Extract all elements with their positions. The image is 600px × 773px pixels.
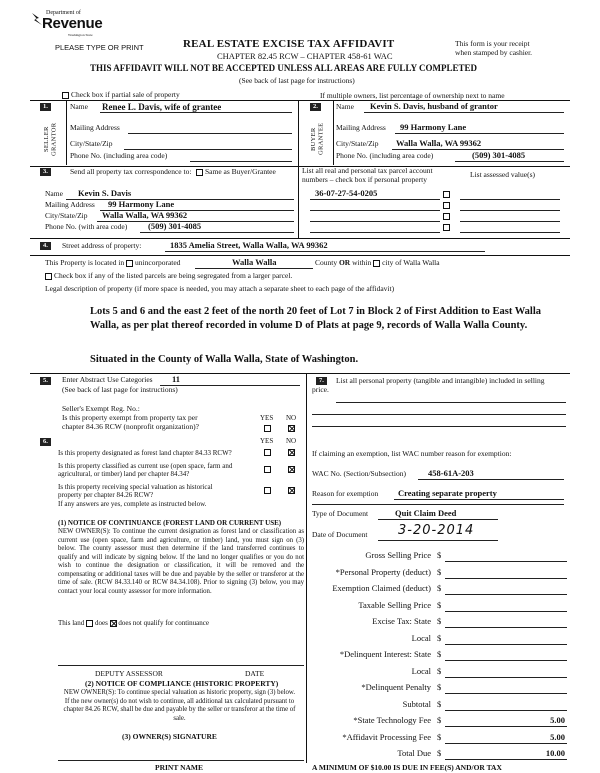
fee-dollar-sign: $ [437,731,442,742]
receipt-note-2: when stamped by cashier. [455,48,533,57]
fee-label: Total Due [397,748,431,758]
this-land-row: This land does does not qualify for continuance [58,619,209,627]
abstract-use-label: Enter Abstract Use Categories [62,375,153,384]
historic-question-a: Is this property receiving special valuation as historical [58,483,213,491]
fee-dollar-sign: $ [437,665,442,676]
historic-no-checkbox[interactable] [288,487,295,494]
buyer-section [300,101,570,165]
doc-type-value[interactable]: Quit Claim Deed [395,508,457,518]
section-5-tag: 5. [40,377,51,385]
section-1-tag: 1. [40,103,51,111]
fee-label: Local [411,665,431,676]
print-name-label: PRINT NAME [155,763,203,772]
segregated-check[interactable]: Check box if any of the listed parcels are being segregated from a larger parcel. [45,272,292,281]
fee-value[interactable]: 5.00 [550,731,565,742]
fee-dollar-sign: $ [437,715,442,725]
exempt-reg-label: Seller's Exempt Reg. No.: [62,404,140,413]
tax-mailing-label: Mailing Address [45,200,95,209]
fee-input-line[interactable] [445,611,567,612]
fee-row [305,680,567,696]
parcel-line-2 [310,210,440,211]
form-title: REAL ESTATE EXCISE TAX AFFIDAVIT [183,38,395,50]
partial-sale-checkbox[interactable] [62,92,69,99]
tax-name[interactable]: Kevin S. Davis [78,188,132,198]
fee-row [305,565,567,581]
abstract-use-line [160,385,300,386]
fee-value[interactable]: 10.00 [545,748,565,758]
unincorporated-checkbox[interactable] [126,260,133,267]
personal-property-line-1[interactable] [336,402,566,403]
fee-dollar-sign: $ [437,566,442,577]
dept-logo-text: Revenue [42,15,103,32]
forest-land-question: Is this property designated as forest land chapter 84.33 RCW? [58,449,232,457]
fee-row [305,730,567,746]
yes-header-5: YES [260,414,274,422]
buyer-phone-label: Phone No. (including area code) [336,151,434,160]
assessed-line-3[interactable] [460,221,560,222]
fee-label: Subtotal [402,698,431,709]
fee-input-line[interactable] [445,710,567,711]
send-correspondence-label: Send all property tax correspondence to: [70,167,192,176]
deputy-signature-line[interactable] [58,665,304,666]
seller-section [30,101,298,165]
parcel-line-3 [310,221,440,222]
buyer-city[interactable]: Walla Walla, WA 99362 [396,138,482,148]
current-use-question-a: Is this property classified as current use (open space, farm and [58,462,233,470]
historic-question-b: property per chapter 84.26 RCW? [58,491,154,499]
fee-label: Exemption Claimed (deduct) [332,583,431,593]
personal-property-checkbox-3[interactable] [443,213,450,220]
personal-property-checkbox-2[interactable] [443,202,450,209]
assessed-line-1[interactable] [460,199,560,200]
buyer-name[interactable]: Kevin S. Davis, husband of grantor [370,101,498,111]
fee-label: *State Technology Fee [353,715,431,725]
seller-mailing-line[interactable] [128,133,292,134]
located-row: This Property is located in unincorporated [45,258,181,267]
parcel-line-1 [310,199,440,200]
fee-label: *Affidavit Processing Fee [342,731,431,742]
county-name[interactable]: Walla Walla [232,257,277,267]
section-7-tag: 7. [316,377,327,385]
seller-mailing-label: Mailing Address [70,123,120,132]
reason-line-2[interactable] [312,504,564,505]
form-chapter: CHAPTER 82.45 RCW – CHAPTER 458-61 WAC [217,51,393,61]
current-use-question-b: agricultural, or timber) land per chapter 84.34? [58,470,190,478]
please-type: PLEASE TYPE OR PRINT [55,43,144,52]
fee-row [305,697,567,713]
fee-input-line[interactable] [445,578,567,579]
fee-value[interactable]: 5.00 [550,715,565,725]
divider-4 [30,238,570,239]
doc-date-value[interactable]: 3-20-2014 [398,523,475,538]
exempt-no-checkbox[interactable] [288,425,295,432]
county-line [195,268,313,269]
doc-type-label: Type of Document [312,509,369,518]
street-label: Street address of property: [62,241,142,250]
parcel-list-label-2: numbers – check box if personal property [302,175,427,184]
fee-row [305,598,567,614]
exempt-q2: chapter 84.36 RCW (nonprofit organization)? [62,422,199,431]
fee-dollar-sign: $ [437,748,442,758]
assessed-line-2[interactable] [460,210,560,211]
seller-city-label: City/State/Zip [70,139,113,148]
wac-label: WAC No. (Section/Subsection) [312,469,406,478]
fee-label: *Personal Property (deduct) [335,566,431,577]
fee-dollar-sign: $ [437,583,442,593]
seller-name[interactable]: Renee L. Davis, wife of grantee [102,102,222,112]
wac-intro: If claiming an exemption, list WAC number reason for exemption: [312,449,512,458]
same-as-buyer-check[interactable]: Same as Buyer/Grantee [196,168,276,177]
dept-line1: Department of [46,10,81,16]
fee-label: *Delinquent Penalty [361,682,431,692]
owner-signature-line[interactable] [58,760,304,761]
fee-label: Local [411,632,431,643]
buyer-name-line [364,112,564,113]
fee-dollar-sign: $ [437,599,442,610]
fee-dollar-sign: $ [437,550,442,560]
fee-input-line[interactable] [445,644,567,645]
fee-dollar-sign: $ [437,616,442,626]
no-header-5: NO [286,414,297,422]
seller-phone-line[interactable] [190,161,292,162]
does-qualify-checkbox[interactable] [86,620,93,627]
tax-name-label: Name [45,189,63,198]
legal-description[interactable]: Lots 5 and 6 and the east 2 feet of the north 20 feet of Lot 7 in Block 2 of First Addition to East Walla Walla, as per plat thereof recorded in volume D of Plats at page 9, records of Walla Walla County. [90,306,542,332]
minimum-due-note: A MINIMUM OF $10.00 IS DUE IN FEE(S) AND/OR TAX [312,763,502,772]
fee-row [305,746,567,762]
parcel-list-label-1: List all real and personal tax parcel account [302,166,433,175]
fee-input-line[interactable] [445,726,567,727]
fee-row [305,548,567,564]
street-line [165,251,485,252]
fee-row [305,581,567,597]
personal-property-line-2[interactable] [312,414,566,415]
fee-input-line[interactable] [445,743,567,744]
seller-name-line [100,112,292,113]
parcel-line-4 [310,232,440,233]
dept-logo [30,10,102,42]
reason-value[interactable]: Creating separate property [398,488,497,498]
seller-name-label: Name [70,102,88,111]
fee-input-line[interactable] [445,660,567,661]
fee-row [305,631,567,647]
fee-input-line[interactable] [445,627,567,628]
partial-sale-check[interactable]: Check box if partial sale of property [62,91,180,100]
exempt-yes-checkbox[interactable] [264,425,271,432]
fee-dollar-sign: $ [437,698,442,709]
buyer-side-divider [333,101,334,165]
fee-row [305,647,567,663]
date-label: DATE [245,669,265,678]
situated-text[interactable]: Situated in the County of Walla Walla, State of Washington. [90,354,359,365]
buyer-mailing-line [395,133,564,134]
buyer-name-label: Name [336,102,354,111]
personal-property-label-1: List all personal property (tangible and intangible) included in selling [336,376,545,385]
owner-signature-label: (3) OWNER(S) SIGNATURE [122,732,217,741]
notice-compliance-title: (2) NOTICE OF COMPLIANCE (HISTORIC PROPERTY) [85,679,279,688]
personal-property-checkbox-4[interactable] [443,224,450,231]
dept-state: Washington State [68,33,93,37]
assessed-line-4[interactable] [460,232,560,233]
fee-row [305,664,567,680]
divider-4b [30,255,570,256]
divider-1-2 [298,100,299,166]
fee-label: *Delinquent Interest: State [339,649,431,659]
street-address[interactable]: 1835 Amelia Street, Walla Walla, WA 99362 [170,240,328,250]
fee-dollar-sign: $ [437,649,442,659]
buyer-mailing-label: Mailing Address [336,123,386,132]
fee-row [305,614,567,630]
see-back-5: (See back of last page for instructions) [62,385,178,394]
wac-line [418,479,564,480]
fee-input-line[interactable] [445,693,567,694]
abstract-use-value[interactable]: 11 [172,374,181,384]
current-use-no-checkbox[interactable] [288,466,295,473]
see-back-header: (See back of last page for instructions) [239,76,355,85]
tax-phone-label: Phone No. (with area code) [45,222,128,231]
form-warning: THIS AFFIDAVIT WILL NOT BE ACCEPTED UNLESS ALL AREAS ARE FULLY COMPLETED [90,63,478,73]
yes-header-6: YES [260,437,274,445]
city-checkbox[interactable] [373,260,380,267]
same-as-buyer-checkbox[interactable] [196,169,203,176]
notice-continuance-text: NEW OWNER(S): To continue the current designation as forest land or classification as current use (open space, farm and agriculture, or timber) land, you must sign on (3) below. The county assessor must then determine if the land transferred continues to qualify and will indicate by signing below. If the land no longer qualifies or you do not wish to continue the designation or classification, it will be removed and the compensating or additional taxes will be due and payable by the seller or transferor at the time of sale. (RCW 84.33.140 or RCW 84.34.108). Prior to signing (3) below, you may contact your local county assessor for more information. [58,528,304,595]
seller-side-label: SELLER GRANTOR [43,122,58,156]
county-or-row: County OR within city of Walla Walla [315,258,440,267]
doc-type-line [378,519,498,520]
parcel-number[interactable]: 36-07-27-54-0205 [315,188,378,198]
buyer-city-label: City/State/Zip [336,139,379,148]
historic-yes-checkbox[interactable] [264,487,271,494]
fee-input-line[interactable] [445,759,567,760]
fee-row [305,713,567,729]
exempt-q1: Is this property exempt from property tax per [62,413,198,422]
receipt-note-1: This form is your receipt [455,39,530,48]
reason-label: Reason for exemption [312,489,379,498]
seller-city-line[interactable] [124,149,292,150]
notice-compliance-text: NEW OWNER(S): To continue special valuation as historic property, sign (3) below. If the new owner(s) do not wish to continue, all additional tax calculated pursuant to chapter 84.26 RCW, shall be due and payable by the seller or transferor at the time of sale. [63,689,296,722]
buyer-phone[interactable]: (509) 301-4085 [472,150,526,160]
doc-date-line [378,540,498,541]
fee-label: Gross Selling Price [365,550,431,560]
legal-description-label: Legal description of property (if more space is needed, you may attach a separate sheet to each page of the affidavit) [45,284,395,293]
section-6-tag: 6. [40,438,51,446]
fee-dollar-sign: $ [437,632,442,643]
deputy-assessor-label: DEPUTY ASSESSOR [95,669,163,678]
section-3-tag: 3. [40,168,51,176]
buyer-phone-line [455,161,564,162]
fee-input-line[interactable] [445,561,567,562]
forest-no-checkbox[interactable] [288,449,295,456]
doc-date-label: Date of Document [312,530,368,539]
any-answers-note: If any answers are yes, complete as instructed below. [58,500,207,508]
tax-city-label: City/State/Zip [45,211,88,220]
forest-yes-checkbox[interactable] [264,449,271,456]
fee-input-line[interactable] [445,594,567,595]
current-use-yes-checkbox[interactable] [264,466,271,473]
assessed-value-label: List assessed value(s) [470,170,535,179]
no-header-6: NO [286,437,297,445]
fee-label: Taxable Selling Price [358,599,431,610]
personal-property-label-2: price. [312,385,329,394]
tax-phone[interactable]: (509) 301-4085 [148,221,202,231]
segregated-checkbox[interactable] [45,273,52,280]
tax-mailing[interactable]: 99 Harmony Lane [108,199,175,209]
section-2-tag: 2. [310,103,321,111]
wac-value[interactable]: 458-61A-203 [428,468,474,478]
personal-property-line-3[interactable] [312,426,566,427]
buyer-side-label: BUYER GRANTEE [310,122,325,156]
personal-property-checkbox-1[interactable] [443,191,450,198]
fee-dollar-sign: $ [437,682,442,692]
tax-name-line [66,199,294,200]
tax-phone-line [140,232,294,233]
divider-5 [30,373,570,374]
buyer-mailing[interactable]: 99 Harmony Lane [400,122,467,132]
fee-label: Excise Tax: State [372,616,431,626]
fee-input-line[interactable] [445,677,567,678]
tax-city[interactable]: Walla Walla, WA 99362 [102,210,188,220]
seller-side-divider [66,101,67,165]
reason-line [394,499,564,500]
seller-phone-label: Phone No. (including area code) [70,151,168,160]
section-4-tag: 4. [40,242,51,250]
divider-3-right [298,166,299,238]
does-not-qualify-checkbox[interactable] [110,620,117,627]
multiple-owners-note: If multiple owners, list percentage of ownership next to name [320,91,505,100]
notice-continuance-title: (1) NOTICE OF CONTINUANCE (FOREST LAND OR CURRENT USE) [58,519,282,527]
